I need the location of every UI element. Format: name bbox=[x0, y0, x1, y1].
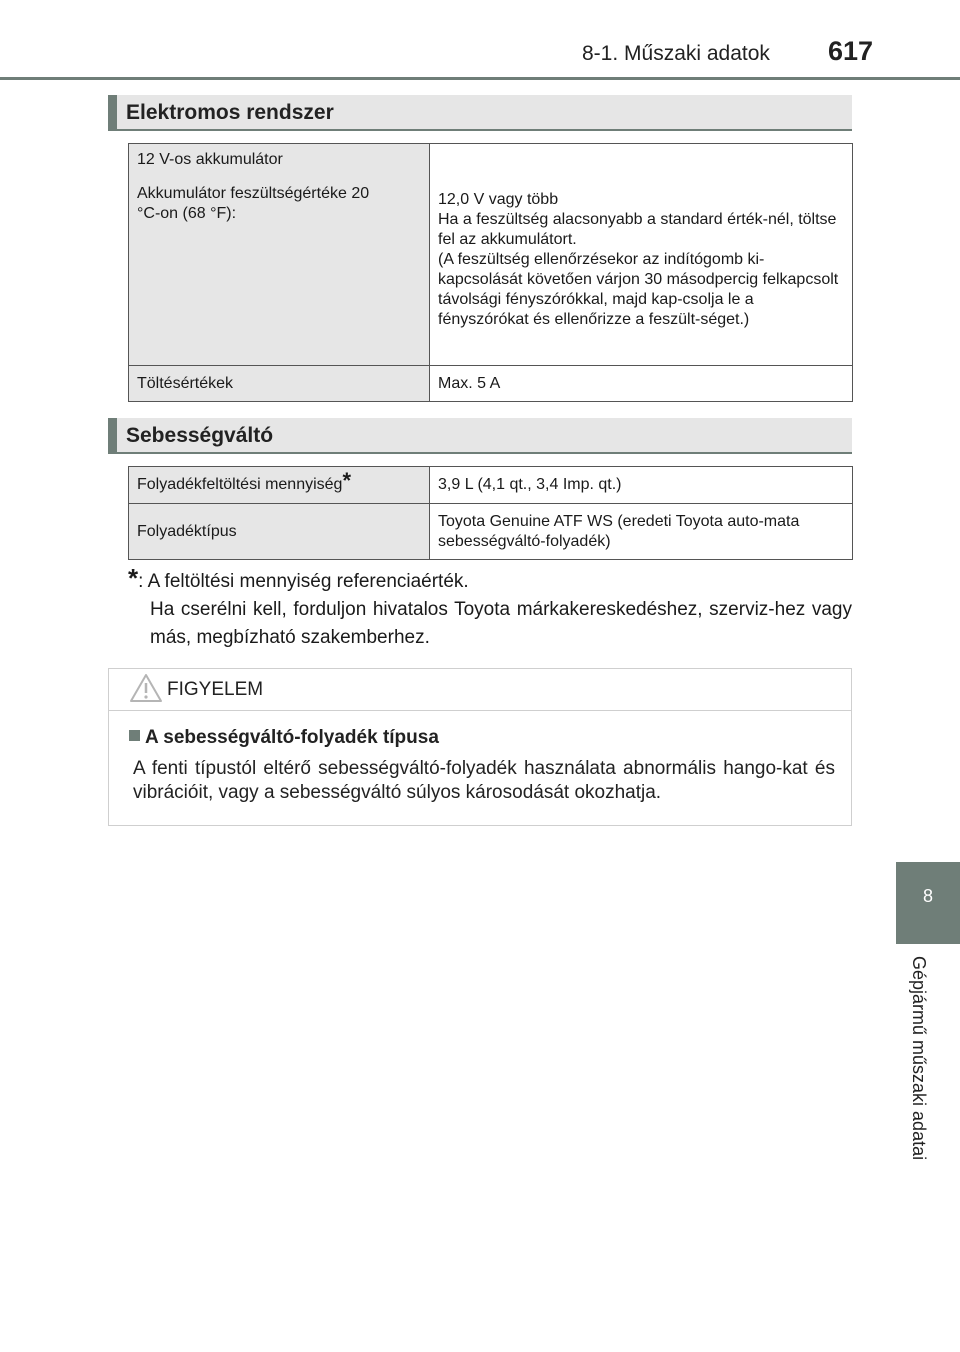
battery-voltage-note: Ha a feszültség alacsonyabb a standard érték-nél, töltse fel az akkumulátort. bbox=[438, 211, 837, 248]
warning-subtitle-text: A sebességváltó-folyadék típusa bbox=[145, 727, 439, 748]
header-rule bbox=[0, 77, 960, 80]
warning-subtitle bbox=[129, 727, 439, 749]
fluid-capacity-value: 3,9 L (4,1 qt., 3,4 Imp. qt.) bbox=[430, 467, 853, 504]
footnote-mark: * bbox=[342, 468, 351, 493]
table-row bbox=[129, 144, 853, 366]
transmission-spec-table bbox=[128, 466, 853, 560]
battery-voltage-check-note: (A feszültség ellenőrzésekor az indítógomb ki-kapcsolását követően várjon 30 másodpercig felkapcsolt távolsági fényszórókkal, majd kap-csolja le a fényszórókat és ellenőrizze a feszült-séget.) bbox=[438, 251, 839, 328]
heading-bar bbox=[108, 95, 117, 129]
footnote-text: : A feltöltési mennyiség referenciaérték. bbox=[138, 571, 469, 592]
section-heading-transmission bbox=[108, 418, 852, 454]
battery-voltage-label: Akkumulátor feszültségértéke 20 °C-on (68 °F): bbox=[137, 185, 370, 222]
section-heading-electrical bbox=[108, 95, 852, 131]
electrical-spec-table bbox=[128, 143, 853, 402]
chapter-label: Gépjármű műszaki adatai bbox=[909, 956, 929, 1161]
running-header-section: 8-1. Műszaki adatok bbox=[582, 42, 770, 65]
warning-title: FIGYELEM bbox=[167, 679, 264, 700]
warning-body: A fenti típustól eltérő sebességváltó-folyadék használata abnormális hango-kat és vibrációit, vagy a sebességváltó súlyos károsodását okozhatja. bbox=[133, 758, 835, 803]
footnote-mark: * bbox=[128, 563, 139, 593]
section-title: Elektromos rendszer bbox=[126, 101, 334, 124]
fluid-capacity-label-cell bbox=[129, 467, 430, 504]
square-bullet-icon bbox=[129, 730, 140, 741]
charging-label: Töltésértékek bbox=[129, 366, 430, 402]
table-label-cell bbox=[129, 144, 430, 366]
table-row bbox=[129, 504, 853, 560]
chapter-tab-label-area bbox=[896, 944, 960, 1352]
warning-triangle-icon bbox=[129, 673, 163, 703]
page-number: 617 bbox=[828, 36, 874, 66]
warning-box bbox=[108, 668, 852, 826]
fluid-type-value: Toyota Genuine ATF WS (eredeti Toyota auto-mata sebességváltó-folyadék) bbox=[430, 504, 853, 560]
table-value-cell bbox=[430, 144, 853, 366]
section-title: Sebességváltó bbox=[126, 424, 274, 447]
chapter-number: 8 bbox=[922, 886, 933, 906]
charging-value: Max. 5 A bbox=[430, 366, 853, 402]
fluid-capacity-label: Folyadékfeltöltési mennyiség bbox=[137, 476, 343, 493]
battery-voltage-value: 12,0 V vagy több bbox=[438, 191, 559, 208]
table-row bbox=[129, 467, 853, 504]
footnote-line-2: Ha cserélni kell, forduljon hivatalos Toyota márkakereskedéshez, szerviz-hez vagy más, megbízható szakemberhez. bbox=[150, 599, 852, 648]
table-row bbox=[129, 366, 853, 402]
warning-header bbox=[109, 669, 851, 711]
fluid-type-label: Folyadéktípus bbox=[129, 504, 430, 560]
chapter-tab bbox=[896, 862, 960, 944]
footnote bbox=[128, 563, 852, 652]
heading-bar bbox=[108, 418, 117, 452]
footnote-line-1 bbox=[128, 563, 852, 596]
battery-label: 12 V-os akkumulátor bbox=[137, 151, 283, 168]
